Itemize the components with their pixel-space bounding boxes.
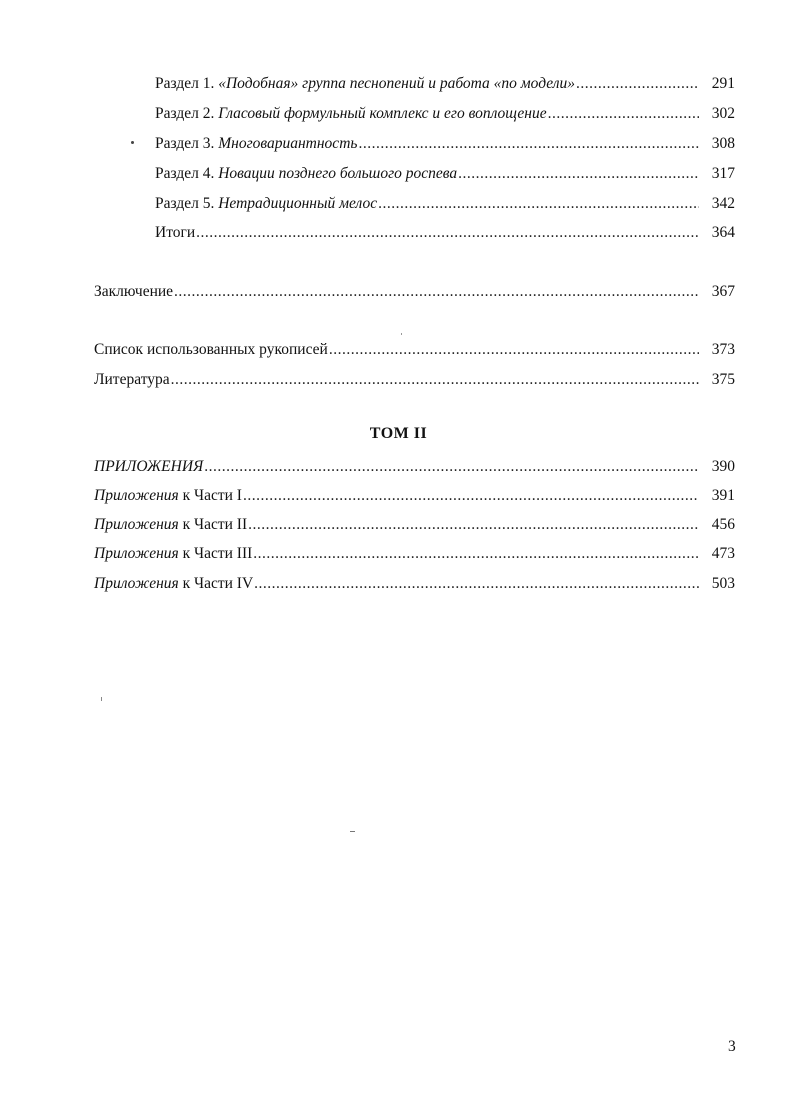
page-number: 456 bbox=[711, 516, 735, 533]
page-number: 375 bbox=[711, 371, 735, 388]
entry-plain-part: к Части I bbox=[182, 487, 242, 504]
page-number: 373 bbox=[711, 341, 735, 358]
section-entry-1 bbox=[155, 73, 735, 95]
entry-text bbox=[94, 514, 247, 536]
appendices-part-3-entry bbox=[94, 543, 735, 565]
entry-text bbox=[155, 103, 547, 125]
scan-speck bbox=[350, 831, 355, 832]
dot-leader bbox=[458, 163, 699, 185]
dot-leader bbox=[254, 573, 699, 595]
page-number: 308 bbox=[711, 135, 735, 152]
dot-leader bbox=[576, 73, 699, 95]
dot-leader bbox=[253, 543, 699, 565]
page-number: 503 bbox=[711, 575, 735, 592]
section-entry-4 bbox=[155, 163, 735, 185]
section-prefix: Раздел 5. bbox=[155, 195, 219, 212]
entry-text bbox=[155, 163, 457, 185]
entry-text bbox=[94, 543, 252, 565]
page-number: 390 bbox=[711, 458, 735, 475]
section-title: Нетрадиционный мелос bbox=[218, 195, 378, 212]
section-entry-3 bbox=[155, 133, 735, 155]
entry-title: Литература bbox=[94, 371, 170, 388]
appendices-part-4-entry bbox=[94, 573, 735, 595]
section-prefix: Раздел 3. bbox=[155, 135, 219, 152]
section-entry-2 bbox=[155, 103, 735, 125]
volume-heading: ТОМ II bbox=[369, 425, 428, 442]
entry-italic-part: Приложения bbox=[94, 545, 183, 562]
entry-text bbox=[94, 485, 242, 507]
appendices-part-2-entry bbox=[94, 514, 735, 536]
page-number: 473 bbox=[711, 545, 735, 562]
scan-speck bbox=[401, 333, 402, 335]
entry-text bbox=[94, 456, 203, 478]
scan-speck bbox=[101, 697, 102, 701]
conclusion-entry bbox=[94, 281, 735, 303]
section-prefix: Раздел 1. bbox=[155, 75, 219, 92]
entry-text bbox=[155, 193, 377, 215]
dot-leader bbox=[243, 485, 699, 507]
entry-text bbox=[155, 133, 357, 155]
dot-leader bbox=[548, 103, 699, 125]
section-title: Итоги bbox=[155, 224, 196, 241]
section-entry-5 bbox=[155, 193, 735, 215]
manuscripts-list-entry bbox=[94, 339, 735, 361]
section-title: Многовариантность bbox=[218, 135, 358, 152]
page-number: 364 bbox=[711, 224, 735, 241]
section-title: Гласовый формульный комплекс и его воплощение bbox=[218, 105, 547, 122]
page-number: 342 bbox=[711, 195, 735, 212]
dot-leader bbox=[196, 222, 699, 244]
dot-leader bbox=[204, 456, 699, 478]
entry-plain-part: к Части II bbox=[182, 516, 248, 533]
dot-leader bbox=[358, 133, 699, 155]
entry-text bbox=[155, 222, 195, 244]
entry-plain-part: к Части IV bbox=[182, 575, 254, 592]
dot-leader bbox=[248, 514, 699, 536]
section-title: «Подобная» группа песнопений и работа «по модели» bbox=[218, 75, 576, 92]
page-number: 302 bbox=[711, 105, 735, 122]
page-number: 367 bbox=[711, 283, 735, 300]
page-number-footer: 3 bbox=[728, 1038, 736, 1055]
section-prefix: Раздел 2. bbox=[155, 105, 219, 122]
appendices-part-1-entry bbox=[94, 485, 735, 507]
page-number: 391 bbox=[711, 487, 735, 504]
page-number: 291 bbox=[711, 75, 735, 92]
scan-speck bbox=[131, 141, 134, 144]
entry-text bbox=[94, 573, 253, 595]
section-title: Новации позднего большого роспева bbox=[218, 165, 458, 182]
literature-entry bbox=[94, 369, 735, 391]
appendices-entry bbox=[94, 456, 735, 478]
section-prefix: Раздел 4. bbox=[155, 165, 219, 182]
entry-italic-part: Приложения bbox=[94, 516, 183, 533]
entry-title: Список использованных рукописей bbox=[94, 341, 328, 358]
entry-italic-part: ПРИЛОЖЕНИЯ bbox=[94, 458, 204, 475]
entry-plain-part: к Части III bbox=[182, 545, 253, 562]
entry-text bbox=[155, 73, 575, 95]
dot-leader bbox=[174, 281, 699, 303]
dot-leader bbox=[171, 369, 699, 391]
entry-italic-part: Приложения bbox=[94, 487, 183, 504]
entry-title: Заключение bbox=[94, 283, 174, 300]
section-entry-results bbox=[155, 222, 735, 244]
dot-leader bbox=[378, 193, 699, 215]
dot-leader bbox=[329, 339, 699, 361]
page-number: 317 bbox=[711, 165, 735, 182]
entry-italic-part: Приложения bbox=[94, 575, 183, 592]
